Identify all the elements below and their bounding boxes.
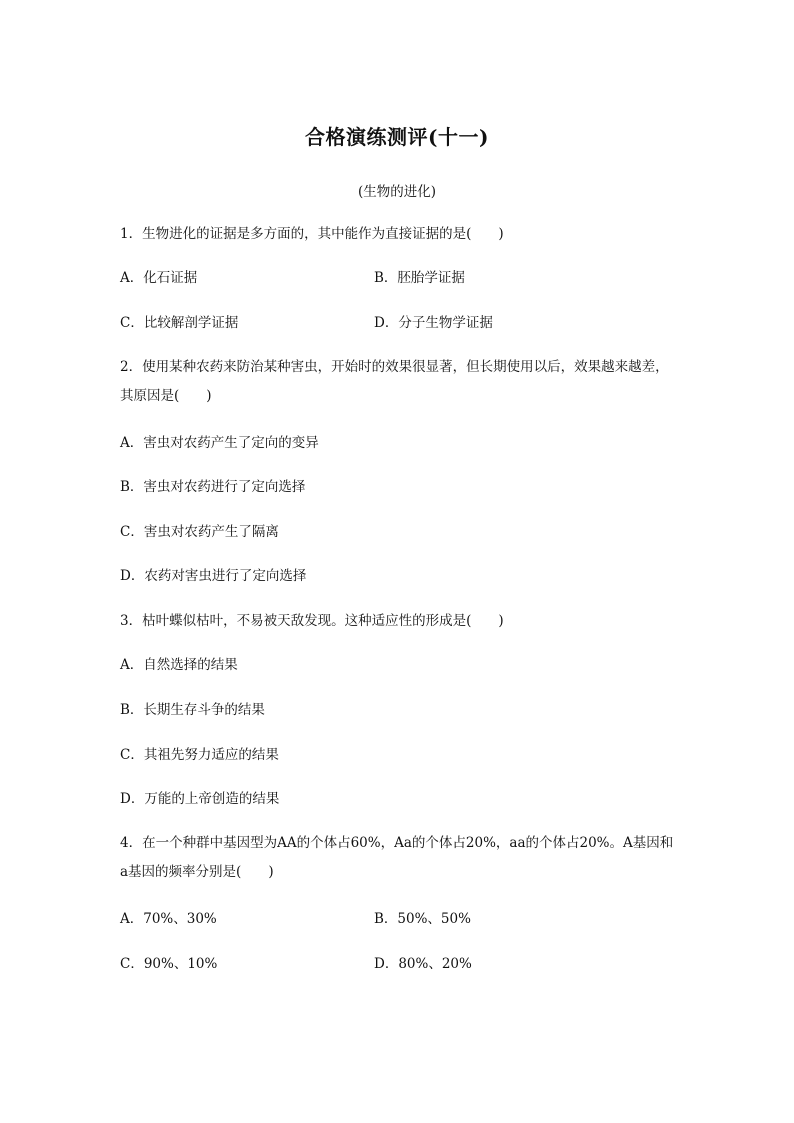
question-2-option-a: A．害虫对农药产生了定向的变异	[120, 435, 319, 451]
question-3-option-c: C．其祖先努力适应的结果	[120, 747, 279, 763]
question-3-stem: 3．枯叶蝶似枯叶，不易被天敌发现。这种适应性的形成是( )	[120, 613, 504, 629]
question-1-option-a: A．化石证据	[120, 270, 198, 286]
question-4-option-b: B．50%、50%	[374, 911, 471, 927]
question-3-option-a: A．自然选择的结果	[120, 657, 238, 673]
question-1-stem: 1．生物进化的证据是多方面的，其中能作为直接证据的是( )	[120, 226, 504, 242]
question-1-option-b: B．胚胎学证据	[374, 270, 465, 286]
question-3-option-d: D．万能的上帝创造的结果	[120, 791, 280, 807]
question-4-option-c: C．90%、10%	[120, 956, 218, 972]
question-4-option-d: D．80%、20%	[374, 956, 472, 972]
question-3-option-b: B．长期生存斗争的结果	[120, 702, 265, 718]
question-1-option-d: D．分子生物学证据	[374, 315, 493, 331]
question-2-stem: 2．使用某种农药来防治某种害虫，开始时的效果很显著，但长期使用以后，效果越来越差，其原因是( )	[120, 359, 669, 404]
question-2-option-d: D．农药对害虫进行了定向选择	[120, 568, 307, 584]
question-1-option-c: C．比较解剖学证据	[120, 315, 239, 331]
question-4-stem: 4．在一个种群中基因型为AA的个体占60%，Aa的个体占20%，aa的个体占20%。A基因和a基因的频率分别是( )	[120, 835, 674, 880]
question-2-option-c: C．害虫对农药产生了隔离	[120, 524, 279, 540]
question-4-option-a: A．70%、30%	[120, 911, 217, 927]
page-subtitle: (生物的进化)	[357, 184, 437, 200]
page-title: 合格演练测评(十一)	[305, 125, 489, 149]
question-2-option-b: B．害虫对农药进行了定向选择	[120, 479, 306, 495]
